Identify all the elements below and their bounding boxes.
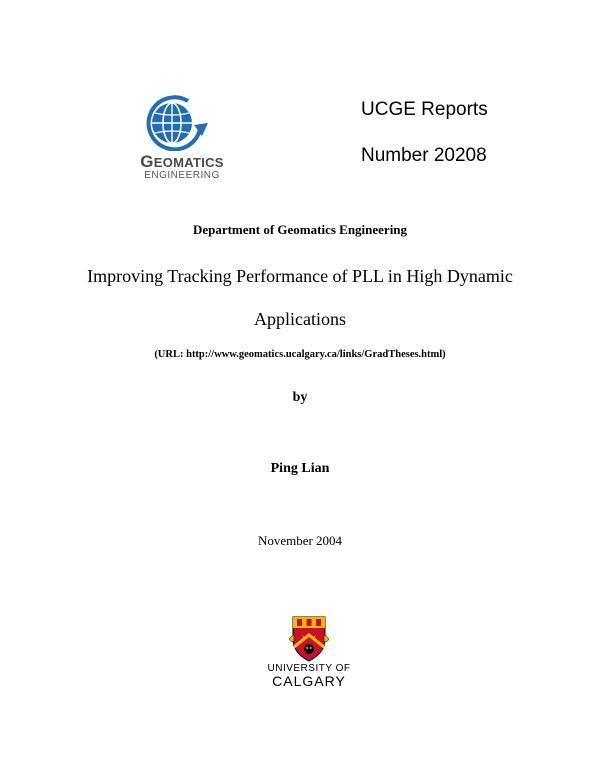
thesis-url: (URL: http://www.geomatics.ucalgary.ca/links/GradTheses.html) bbox=[154, 349, 446, 360]
report-series: UCGE Reports bbox=[361, 99, 488, 120]
university-line-1: UNIVERSITY OF bbox=[267, 663, 351, 674]
department-name: Department of Geomatics Engineering bbox=[192, 222, 408, 237]
title-line-2: Applications bbox=[254, 309, 346, 329]
publication-date: November 2004 bbox=[257, 533, 343, 548]
logo-wordmark-initial: G bbox=[140, 152, 154, 171]
university-crest-icon bbox=[288, 613, 330, 663]
globe-arrow-icon bbox=[134, 95, 230, 151]
university-line-2: CALGARY bbox=[272, 673, 346, 689]
by-label: by bbox=[292, 390, 308, 405]
title-line-1: Improving Tracking Performance of PLL in High Dynamic bbox=[87, 266, 513, 286]
logo-wordmark bbox=[134, 152, 230, 172]
author-name: Ping Lian bbox=[270, 461, 330, 476]
logo-wordmark-rest: EOMATICS bbox=[153, 155, 224, 170]
geomatics-logo bbox=[134, 95, 230, 185]
report-number: Number 20208 bbox=[361, 145, 487, 166]
university-wordmark bbox=[250, 663, 368, 688]
logo-subtitle: ENGINEERING bbox=[144, 170, 220, 181]
